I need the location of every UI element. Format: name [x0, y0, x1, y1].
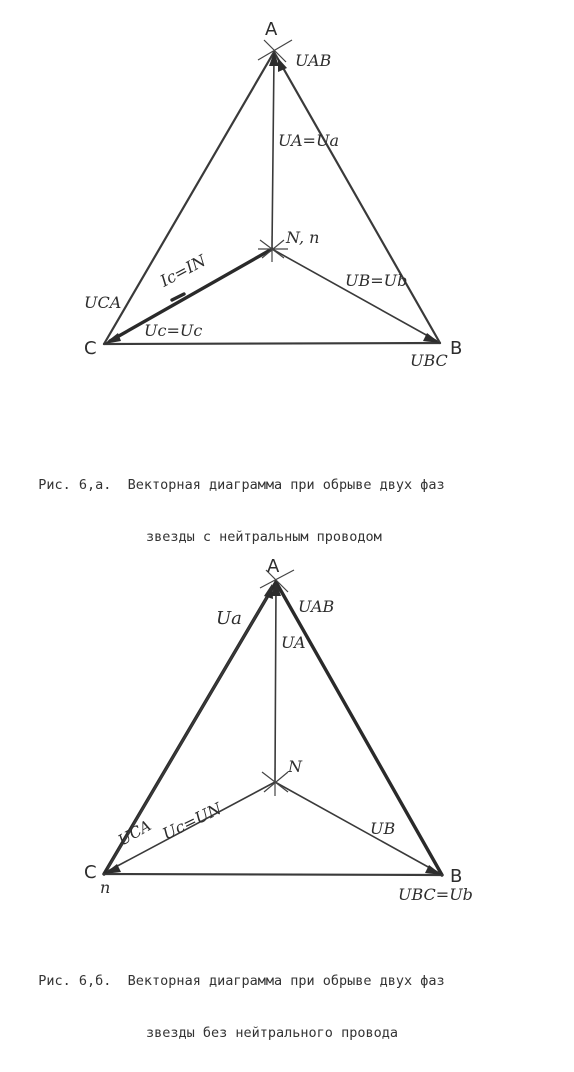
label-ua: UA=Ua [278, 131, 339, 150]
caption-b [22, 942, 445, 1072]
label-uca: UCA [84, 293, 122, 312]
caption-a-line2: звезды с нейтральным проводом [146, 529, 382, 545]
neutral-label: N, n [286, 228, 320, 247]
label-uab: UAB [295, 51, 332, 70]
vector-diagram-a [0, 0, 574, 420]
label-ub: UB [370, 819, 396, 838]
vertex-n-label: n [100, 878, 111, 897]
edge-bc [104, 343, 440, 344]
vector-ua [275, 586, 276, 782]
label-uc: Uc=UN [159, 798, 225, 844]
vector-diagram-b [0, 540, 574, 900]
label-ubc: UBC=Ub [398, 885, 473, 900]
neutral-label: N [288, 757, 302, 776]
label-uab: UAB [298, 597, 335, 616]
caption-b-line1: Рис. 6,б. Векторная диаграмма при обрыве двух фаз [38, 973, 445, 989]
vertex-c-label: C [84, 862, 97, 883]
edge-ab [274, 52, 440, 343]
caption-a-line1: Рис. 6,а. Векторная диаграмма при обрыве двух фаз [38, 477, 445, 493]
phase-vectors-a [110, 56, 437, 341]
edge-ca [104, 52, 274, 344]
vertex-b-label: B [450, 338, 463, 359]
label-uc: Uc=Uc [144, 321, 203, 340]
arrowhead-uab [278, 58, 287, 72]
edge-ab [276, 582, 442, 875]
vector-ua [272, 56, 274, 249]
vertex-a-label: A [267, 556, 280, 577]
edge-bc [104, 874, 442, 875]
label-ua-phase: Ua [216, 608, 242, 629]
vertex-b-label: B [450, 866, 463, 887]
label-ub: UB=Ub [345, 271, 408, 290]
label-ic: Ic=IN [156, 250, 210, 291]
label-ua: UA [281, 633, 306, 652]
vertex-c-label: C [84, 338, 97, 359]
vertex-a-label: A [265, 19, 278, 40]
label-uca: UCA [115, 816, 155, 850]
caption-b-line2: звезды без нейтрального провода [146, 1025, 398, 1041]
label-ubc: UBC [410, 351, 448, 370]
